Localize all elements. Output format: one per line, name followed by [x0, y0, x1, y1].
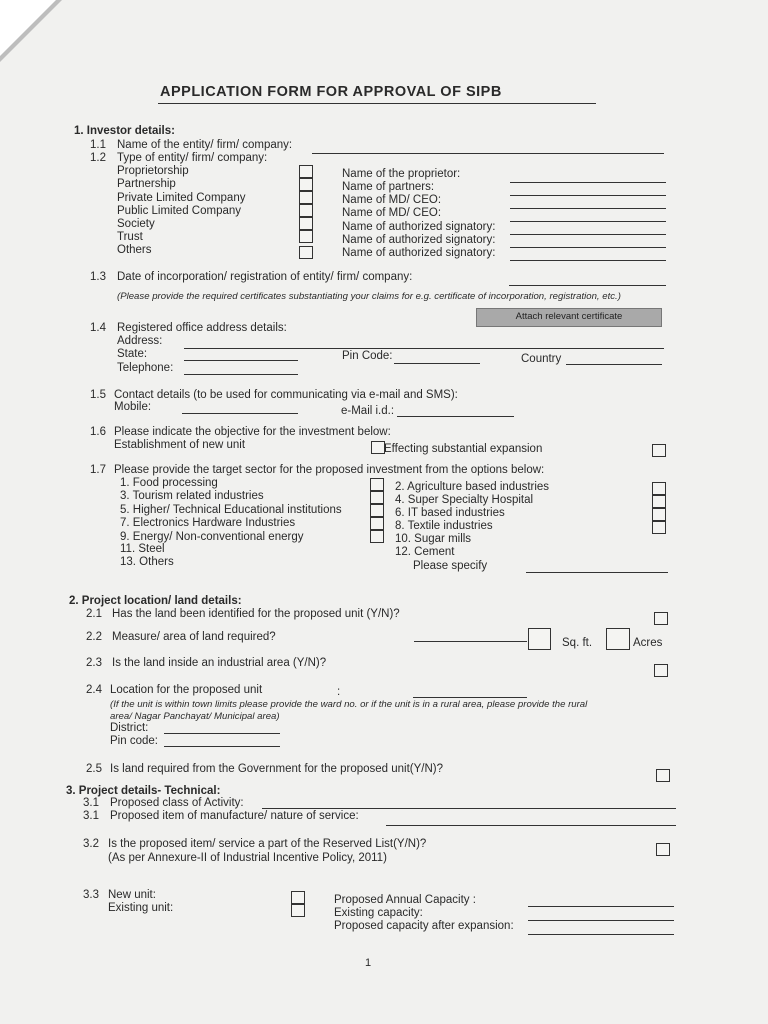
checkbox-land-identified[interactable] [654, 612, 668, 625]
md-ceo-name-label: Name of MD/ CEO: [342, 194, 442, 206]
checkbox-reserved-list[interactable] [656, 843, 670, 856]
district-field[interactable] [164, 733, 280, 734]
sector-food-processing: 1. Food processing [120, 477, 218, 489]
item-number: 1.3 [90, 271, 106, 283]
address-field[interactable] [184, 348, 664, 349]
proprietor-name-label: Name of the proprietor: [342, 168, 461, 180]
checkbox-education[interactable] [370, 504, 384, 517]
item-number: 2.5 [86, 763, 102, 775]
checkbox-others[interactable] [299, 246, 313, 259]
item-number: 3.1 [83, 810, 99, 822]
item-number: 2.1 [86, 608, 102, 620]
item-number: 3.1 [83, 797, 99, 809]
incorporation-date-label: Date of incorporation/ registration of entity/ firm/ company: [117, 271, 413, 283]
section-3-heading: 3. Project details- Technical: [66, 785, 221, 797]
md-ceo-name-field[interactable] [510, 208, 666, 209]
checkbox-energy[interactable] [370, 530, 384, 543]
existing-capacity-field[interactable] [528, 920, 674, 921]
checkbox-proprietorship[interactable] [299, 165, 313, 178]
checkbox-it[interactable] [652, 508, 666, 521]
item-number: 2.3 [86, 657, 102, 669]
checkbox-land-from-government[interactable] [656, 769, 670, 782]
signatory-name-label: Name of authorized signatory: [342, 247, 496, 259]
state-label: State: [117, 348, 148, 360]
checkbox-private-limited[interactable] [299, 191, 313, 204]
reserved-list-label: Is the proposed item/ service a part of the Reserved List(Y/N)? [108, 838, 427, 850]
mobile-field[interactable] [182, 413, 298, 414]
checkbox-hospital[interactable] [652, 495, 666, 508]
sector-steel: 11. Steel [120, 543, 165, 555]
existing-capacity-label: Existing capacity: [334, 907, 423, 919]
item-number: 1.7 [90, 464, 106, 476]
sector-sugar: 10. Sugar mills [395, 533, 472, 545]
type-proprietorship: Proprietorship [117, 165, 189, 177]
contact-details-label: Contact details (to be used for communicating via e-mail and SMS): [114, 389, 458, 401]
sector-hospital: 4. Super Specialty Hospital [395, 494, 534, 506]
section-2-heading: 2. Project location/ land details: [69, 595, 242, 607]
sector-cement: 12. Cement [395, 546, 455, 558]
md-ceo-name-label: Name of MD/ CEO: [342, 207, 442, 219]
industrial-area-label: Is the land inside an industrial area (Y/N)? [112, 657, 327, 669]
office-address-label: Registered office address details: [117, 322, 287, 334]
country-field[interactable] [566, 364, 662, 365]
annual-capacity-label: Proposed Annual Capacity : [334, 894, 476, 906]
signatory-name-field[interactable] [510, 247, 666, 248]
target-sector-label: Please provide the target sector for the proposed investment from the options below: [114, 464, 545, 476]
certificate-note: (Please provide the required certificates substantiating your claims for e.g. certificate of incorporation, registration, etc.) [117, 291, 621, 302]
signatory-name-label: Name of authorized signatory: [342, 234, 496, 246]
checkbox-textile[interactable] [652, 521, 666, 534]
address-label: Address: [117, 335, 163, 347]
location-label: Location for the proposed unit [110, 684, 263, 696]
partners-name-label: Name of partners: [342, 181, 435, 193]
item-number: 2.2 [86, 631, 102, 643]
checkbox-electronics[interactable] [370, 517, 384, 530]
location-note-line1: (If the unit is within town limits please provide the ward no. or if the unit is in a rural area, please provide the rural [110, 699, 588, 710]
checkbox-existing-unit-type[interactable] [291, 904, 305, 917]
section-1-heading: 1. Investor details: [74, 125, 175, 137]
item-number: 1.5 [90, 389, 106, 401]
checkbox-tourism[interactable] [370, 491, 384, 504]
type-private-limited: Private Limited Company [117, 192, 246, 204]
type-public-limited: Public Limited Company [117, 205, 242, 217]
type-others: Others [117, 244, 152, 256]
land-area-label: Measure/ area of land required? [112, 631, 276, 643]
checkbox-public-limited[interactable] [299, 204, 313, 217]
sector-agriculture: 2. Agriculture based industries [395, 481, 550, 493]
email-label: e-Mail i.d.: [341, 405, 395, 417]
checkbox-new-unit[interactable] [371, 441, 385, 454]
country-label: Country [521, 353, 562, 365]
pin-code-label: Pin Code: [342, 350, 393, 362]
checkbox-sq-ft[interactable] [528, 628, 551, 650]
signatory-name-field[interactable] [510, 260, 666, 261]
manufacture-item-field[interactable] [386, 825, 676, 826]
capacity-after-expansion-field[interactable] [528, 934, 674, 935]
telephone-label: Telephone: [117, 362, 174, 374]
partners-name-field[interactable] [510, 195, 666, 196]
checkbox-agriculture[interactable] [652, 482, 666, 495]
please-specify-label: Please specify [413, 560, 488, 572]
telephone-field[interactable] [184, 374, 298, 375]
checkbox-trust[interactable] [299, 230, 313, 243]
acres-label: Acres [633, 637, 663, 649]
sector-energy: 9. Energy/ Non-conventional energy [120, 531, 304, 543]
pin-code-field-2[interactable] [164, 746, 280, 747]
type-partnership: Partnership [117, 178, 176, 190]
manufacture-item-label: Proposed item of manufacture/ nature of service: [110, 810, 359, 822]
checkbox-industrial-area[interactable] [654, 664, 668, 677]
folded-corner [0, 0, 56, 56]
sector-it: 6. IT based industries [395, 507, 505, 519]
pin-code-label-2: Pin code: [110, 735, 158, 747]
objective-label: Please indicate the objective for the investment below: [114, 426, 391, 438]
entity-type-label: Type of entity/ firm/ company: [117, 152, 268, 164]
incorporation-date-field[interactable] [509, 285, 666, 286]
item-number: 1.2 [90, 152, 106, 164]
checkbox-new-unit-type[interactable] [291, 891, 305, 904]
capacity-after-expansion-label: Proposed capacity after expansion: [334, 920, 514, 932]
sector-others: 13. Others [120, 556, 174, 568]
pin-code-field[interactable] [394, 363, 480, 364]
type-society: Society [117, 218, 155, 230]
annual-capacity-field[interactable] [528, 906, 674, 907]
reserved-list-note: (As per Annexure-II of Industrial Incentive Policy, 2011) [108, 852, 387, 864]
item-number: 2.4 [86, 684, 102, 696]
sector-tourism: 3. Tourism related industries [120, 490, 264, 502]
proprietor-name-field[interactable] [510, 182, 666, 183]
page-number: 1 [365, 957, 372, 969]
specify-field[interactable] [526, 572, 668, 573]
item-number: 3.3 [83, 889, 99, 901]
item-number: 1.4 [90, 322, 106, 334]
sector-electronics: 7. Electronics Hardware Industries [120, 517, 296, 529]
sector-education: 5. Higher/ Technical Educational institutions [120, 504, 342, 516]
district-label: District: [110, 722, 149, 734]
entity-name-label: Name of the entity/ firm/ company: [117, 139, 293, 151]
objective-new-unit-label: Establishment of new unit [114, 439, 246, 451]
checkbox-expansion[interactable] [652, 444, 666, 457]
sector-textile: 8. Textile industries [395, 520, 493, 532]
land-area-field[interactable] [414, 641, 527, 642]
location-note-line2: area/ Nagar Panchayat/ Municipal area) [110, 711, 280, 722]
state-field[interactable] [184, 360, 298, 361]
checkbox-society[interactable] [299, 217, 313, 230]
activity-class-field[interactable] [262, 808, 676, 809]
entity-name-field[interactable] [312, 153, 664, 154]
checkbox-food-processing[interactable] [370, 478, 384, 491]
email-field[interactable] [397, 416, 514, 417]
md-ceo-name-field[interactable] [510, 221, 666, 222]
signatory-name-field[interactable] [510, 234, 666, 235]
checkbox-partnership[interactable] [299, 178, 313, 191]
form-title: APPLICATION FORM FOR APPROVAL OF SIPB [160, 84, 502, 100]
item-number: 1.6 [90, 426, 106, 438]
mobile-label: Mobile: [114, 401, 152, 413]
item-number: 1.1 [90, 139, 106, 151]
activity-class-label: Proposed class of Activity: [110, 797, 244, 809]
signatory-name-label: Name of authorized signatory: [342, 221, 496, 233]
land-from-government-label: Is land required from the Government for the proposed unit(Y/N)? [110, 763, 444, 775]
land-identified-label: Has the land been identified for the proposed unit (Y/N)? [112, 608, 400, 620]
location-colon: : [337, 686, 341, 698]
item-number: 3.2 [83, 838, 99, 850]
title-underline [158, 103, 596, 104]
sq-ft-label: Sq. ft. [562, 637, 593, 649]
attach-certificate-button[interactable]: Attach relevant certificate [476, 308, 662, 327]
type-trust: Trust [117, 231, 143, 243]
new-unit-label: New unit: [108, 889, 156, 901]
checkbox-acres[interactable] [606, 628, 630, 650]
existing-unit-label: Existing unit: [108, 902, 174, 914]
objective-expansion-label: Effecting substantial expansion [384, 443, 543, 455]
